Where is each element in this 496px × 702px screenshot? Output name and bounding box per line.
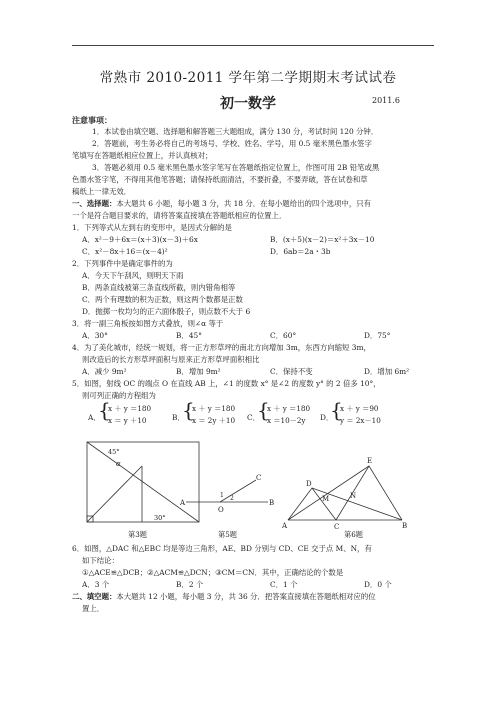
q5-option-c-eq1: x ＋ y ＝180	[267, 404, 311, 413]
notes-line-3: 笔填写在答题纸相应位置上，并认真核对；	[72, 151, 213, 160]
q5-option-d-label: D．	[320, 413, 334, 422]
q4-option-b: B．增加 9m²	[176, 367, 221, 376]
q5-stem-2: 则可列正确的方程组为	[82, 391, 156, 400]
q2-stem: 2．下列事件中是确定事件的为	[72, 259, 173, 268]
q6-option-c: C．1 个	[270, 580, 298, 589]
q1-option-b: B．(x＋5)(x－2)＝x²＋3x－10	[270, 235, 375, 244]
q4-stem-1: 4．为了美化城市，经统一规划，将一正方形草坪的南北方向增加 3m，东西方向缩短 3m，	[72, 343, 371, 352]
q3-option-c: C．60°	[270, 331, 297, 340]
q6-stem-3: ①△ACE≌△DCB；②△ACM≌△DCN；③CM＝CN．其中，正确结论的个数是	[82, 568, 344, 577]
notes-line-5: 色墨水签字笔，不得用其他笔答题；请保持纸面清洁，不要折叠，不要弄破，答在试卷和草	[72, 175, 368, 184]
notes-line-2: 2．答题前，考生务必将自己的考场号、学校、姓名、学号，用 0.5 毫米黑色墨水签字	[92, 139, 372, 148]
section1-intro	[72, 199, 371, 209]
figure-6-line-ae	[288, 466, 369, 520]
q4-option-d: D．增加 6m²	[364, 367, 410, 376]
q6-stem-2: 如下结论：	[82, 556, 119, 565]
section2-intro-1: 本大题共 12 小题，每小题 3 分，共 36 分．把答案直接填在答题纸相对应的位	[116, 592, 376, 601]
figure-6-label-d: D	[306, 480, 312, 488]
q6-option-d: D．0 个	[364, 580, 392, 589]
q6-option-a: A．3 个	[82, 580, 110, 589]
q5-option-d-eq1: x ＋ y ＝90	[340, 404, 379, 413]
figure-5-label-a: A	[180, 499, 186, 507]
q4-option-a: A．减少 9m²	[82, 367, 127, 376]
exam-date: 2011.6	[372, 96, 400, 105]
q5-option-d-eq2: y ＝ 2x－10	[340, 416, 381, 425]
figure-6-caption: 第6题	[344, 530, 363, 539]
figure-6-line-bd	[312, 488, 402, 520]
q5-option-b-eq1: x ＋ y ＝180	[192, 404, 236, 413]
q5-option-c-brace: {	[257, 398, 270, 422]
section1-intro-2: 一个是符合题目要求的，请将答案直接填在答题纸相应的位置上．	[72, 211, 287, 220]
q1-stem: 1．下列等式从左到右的变形中，是因式分解的是	[72, 223, 232, 232]
figure-5-label-c: C	[256, 474, 262, 482]
q1-option-a: A．x²－9＋6x＝(x＋3)(x－3)＋6x	[82, 235, 198, 244]
q5-option-d-brace: {	[330, 398, 343, 422]
q1-option-c: C．x²－8x＋16＝(x－4)²	[82, 247, 168, 256]
q3-option-a: A．30°	[82, 331, 108, 340]
q5-option-c-eq2: x ＝10－2y	[267, 416, 306, 425]
figure-6-label-m: M	[322, 495, 330, 503]
figure-3-label-30: 30°	[154, 514, 166, 522]
q5-option-b-label: B．	[172, 413, 185, 422]
q2-option-b: B．两条直线被第三条直线所截，则内错角相等	[82, 283, 236, 292]
exam-subject: 初一数学	[220, 96, 276, 112]
q2-option-a: A．今天下午刮风，则明天下雨	[82, 271, 184, 280]
q5-option-a-eq2: x ＝ y ＋10	[108, 416, 147, 425]
notes-line-1: 1．本试卷由填空题、选择题和解答题三大题组成，满分 130 分，考试时间 120 分钟．	[92, 127, 379, 136]
figure-5-label-2: 2	[230, 495, 234, 502]
figure-6-label-a: A	[282, 522, 288, 530]
figure-3-label-alpha: α	[116, 460, 121, 468]
figure-6-triangle-ebc	[336, 466, 402, 520]
q4-stem-2: 则改造后的长方形草坪面积与原来正方形草坪面积相比	[82, 355, 260, 364]
figure-5-ray-oc	[220, 480, 256, 502]
section2-intro-2: 置上．	[82, 604, 105, 613]
section2-heading: 二、填空题：	[72, 592, 117, 601]
q5-option-c-label: C．	[247, 413, 261, 422]
figure-5-label-o: O	[218, 506, 224, 514]
q6-option-b: B．2 个	[176, 580, 204, 589]
exam-title: 常熟市 2010-2011 学年第二学期期末考试试卷	[99, 70, 397, 86]
figure-6-label-c: C	[334, 523, 340, 530]
figure-6-triangles	[282, 438, 412, 530]
q2-option-d: D．抛掷一枚均匀的正六面体骰子，则点数不大于 6	[82, 307, 251, 316]
figure-5-ray	[176, 472, 276, 522]
q5-option-a-eq1: x ＋ y ＝180	[108, 404, 152, 413]
figure-5-caption: 第5题	[218, 530, 237, 539]
notes-line-4: 3．答题必须用 0.5 毫米黑色墨水签字笔写在答题纸指定位置上，作图可用 2B 铅笔或黑	[92, 163, 380, 172]
q2-option-c: C．两个有理数的积为正数，则这两个数都是正数	[82, 295, 243, 304]
q5-option-a-brace: {	[98, 398, 111, 422]
section2-intro	[72, 592, 376, 602]
figure-6-label-n: N	[350, 492, 357, 500]
q5-option-b-eq2: x ＝ 2y ＋10	[192, 416, 236, 425]
q4-option-c: C．保持不变	[270, 367, 313, 376]
q3-option-b: B．45°	[176, 331, 202, 340]
figure-6-label-e: E	[367, 457, 373, 465]
q3-option-d: D．75°	[364, 331, 391, 340]
section1-heading: 一、选择题：	[72, 199, 117, 208]
figure-3-45-edge	[87, 466, 142, 522]
notes-line-6: 稿纸上一律无效．	[72, 187, 132, 196]
q3-stem: 3．将一副三角板按如图方式叠放，则∠α 等于	[72, 319, 224, 328]
figure-3-label-45: 45°	[108, 448, 120, 456]
figure-5-label-b: B	[269, 499, 275, 507]
q5-stem-1: 5．如图，射线 OC 的端点 O 在直线 AB 上，∠1 的度数 x° 是∠2 的度数 y° 的 2 倍多 10°，	[72, 379, 381, 388]
section1-intro-1: 本大题共 6 小题，每小题 3 分，共 18 分．在每小题给出的四个选项中，只有	[116, 199, 371, 208]
q5-option-b-brace: {	[182, 398, 195, 422]
notes-heading: 注意事项：	[72, 115, 112, 125]
figure-3-caption: 第3题	[128, 530, 147, 539]
q1-option-d: D．6ab＝2a・3b	[270, 247, 331, 256]
q5-option-a-label: A．	[88, 413, 101, 422]
header-rule	[72, 45, 434, 46]
figure-5-label-1: 1	[220, 492, 224, 499]
q6-stem-1: 6．如图，△DAC 和△EBC 均是等边三角形，AE、BD 分别与 CD、CE 交于点 M、N，有	[72, 544, 372, 553]
figure-6-label-b: B	[402, 522, 408, 530]
